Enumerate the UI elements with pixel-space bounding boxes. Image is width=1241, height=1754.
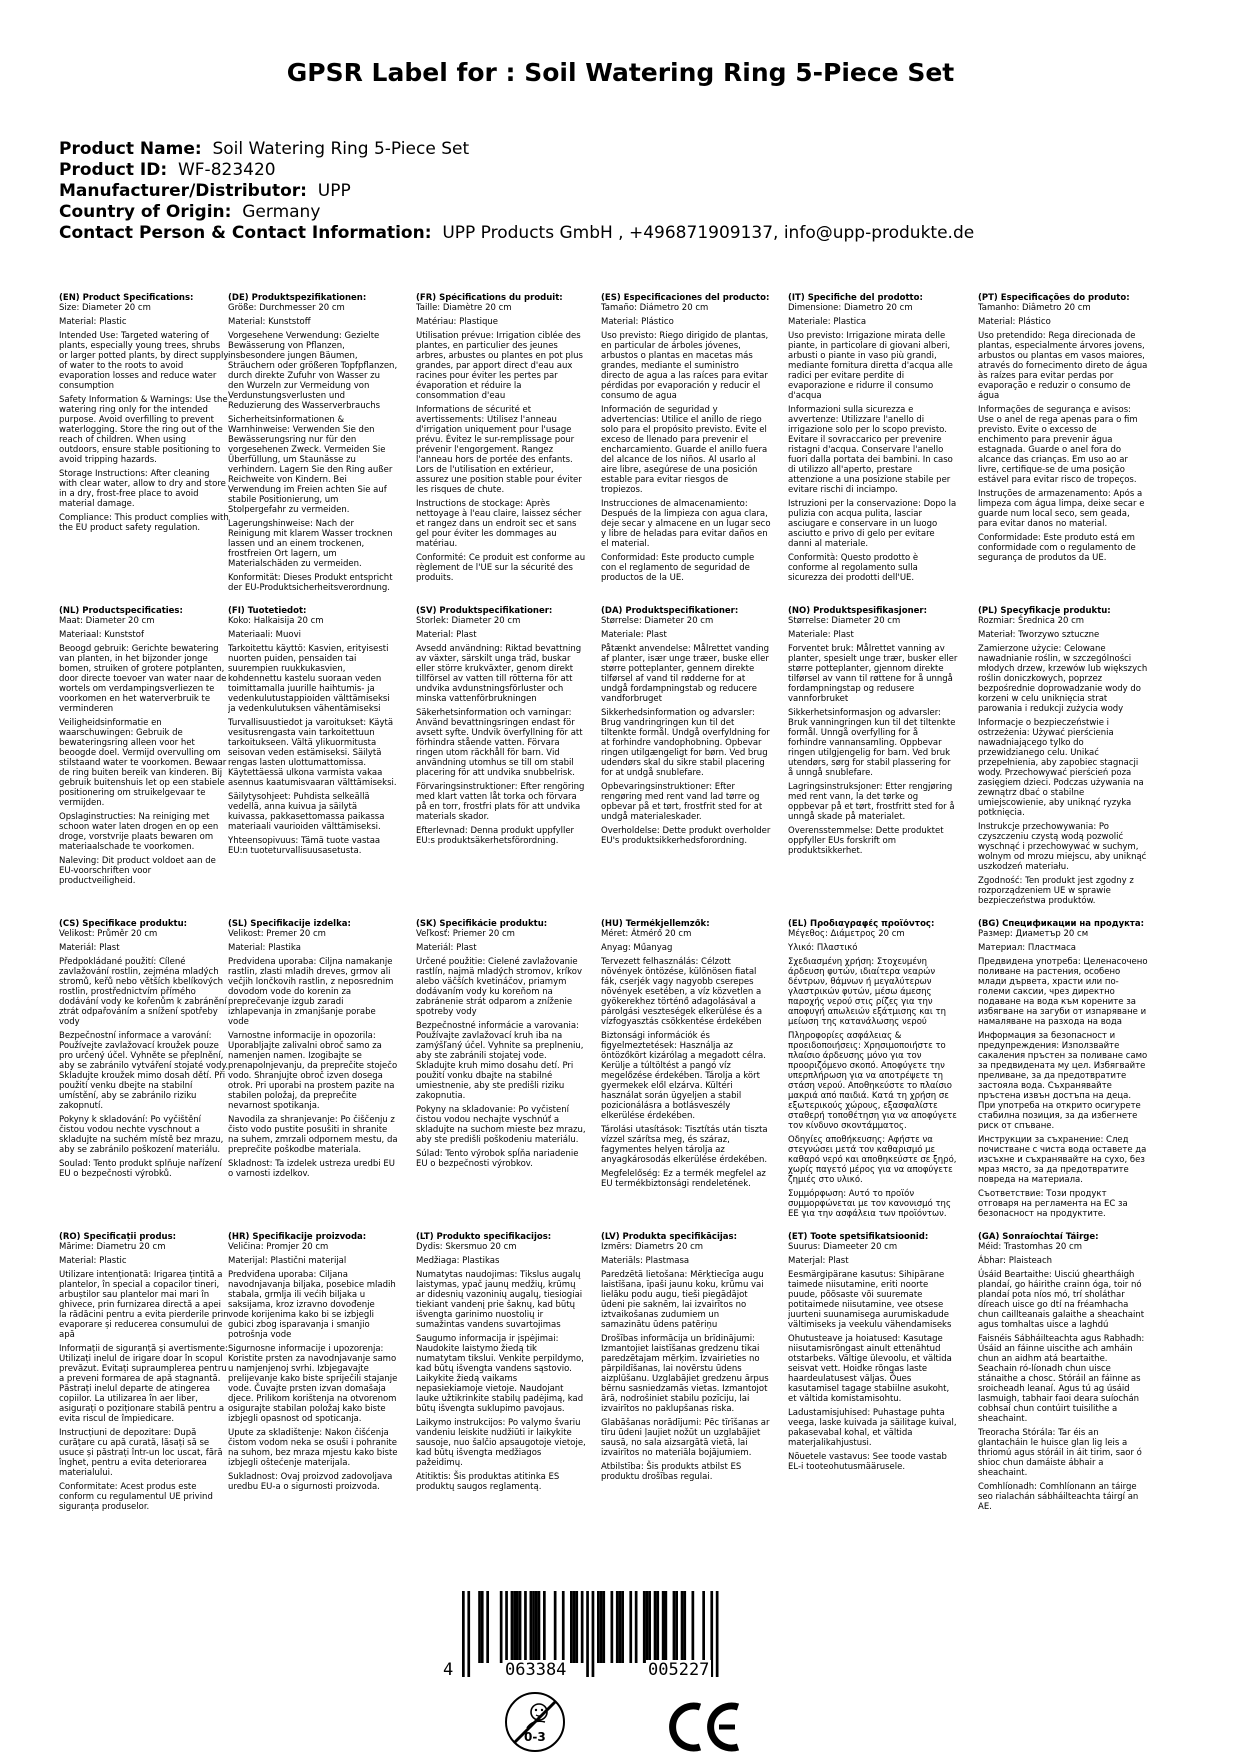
barcode-bar: [692, 1591, 695, 1663]
spec-title: (NL) Productspecificaties:: [59, 606, 183, 616]
spec-block-ga: [978, 1232, 1148, 1516]
spec-intended-use: Tervezett felhasználás: Célzott növények öntözése, különösen fiatal fák, cserjék vagy nagyobb cserepes növények esetében, a víz közvetlen a gyökerekhez történő adagolásával a párolgási veszteségek elkerülése és a vízfogyasztás csökkentése érdekében: [601, 957, 763, 1027]
barcode-bar: [573, 1591, 576, 1663]
spec-material: Anyag: Műanyag: [601, 943, 673, 953]
spec-intended-use: Eesmärgipärane kasutus: Sihipärane taimede niisutamine, eriti noorte puude, põõsaste või suuremate potitaimede niisutamine, vee otsese juurteni suunamisega aurumiskadude vältimiseks ja veekulu vähendamiseks: [788, 1270, 952, 1330]
spec-block-fi: [228, 606, 398, 860]
barcode-left-group: 063384: [505, 1660, 567, 1680]
barcode-bar: [538, 1591, 541, 1663]
barcode-bar: [597, 1591, 600, 1663]
spec-compliance: Conformitate: Acest produs este conform cu regulamentul UE privind siguranța produselor.: [59, 1482, 213, 1512]
country-row: [59, 202, 1209, 223]
barcode-bar: [673, 1591, 676, 1663]
spec-block-bg: [978, 919, 1148, 1223]
spec-size: Tamaño: Diámetro 20 cm: [601, 303, 709, 313]
product-id-row: [59, 160, 1209, 181]
barcode-bar: [481, 1591, 484, 1663]
barcode-bar: [592, 1591, 595, 1677]
spec-storage: Instrukcje przechowywania: Po czyszczeniu czystą wodą pozwolić wyschnąć i przechowywać w suchym, wolnym od mrozu miejscu, aby uniknąć uszkodzeń materiału.: [978, 822, 1147, 872]
spec-block-it: [788, 293, 958, 587]
spec-safety: Saugumo informacija ir įspėjimai: Naudokite laistymo žiedą tik numatytam tikslui. Venkite perpildymo, kad būtų išvengta vandens sąstovio. Laikykite žiedą vaikams nepasiekiamoje vietoje. Naudojant lauke užtikrinkite stabilų padėjimą, kad būtų išvengta suklupimo pavojaus.: [416, 1334, 584, 1414]
spec-block-pl: [978, 606, 1148, 910]
spec-compliance: Съответствие: Този продукт отговаря на регламента на ЕС за безопасност на продуктите.: [978, 1189, 1128, 1219]
country-label: Country of Origin:: [59, 202, 232, 222]
spec-material: Materiál: Plast: [416, 943, 477, 953]
spec-compliance: Konformität: Dieses Produkt entspricht der EU-Produktsicherheitsverordnung.: [228, 573, 393, 593]
spec-storage: Säilytysohjeet: Puhdista selkeällä vedellä, anna kuivua ja säilytä kuivassa, pakkasettomassa paikassa materiaali vaurioiden välttämiseksi.: [228, 792, 385, 832]
barcode-bar: [675, 1591, 678, 1663]
spec-intended-use: Σχεδιασμένη χρήση: Στοχευμένη άρδευση φυτών, ιδιαίτερα νεαρών δέντρων, θάμνων ή μεγαλύτερων γλαστρικών φυτών, μέσω άμεσης παροχής νερού στις ρίζες για την αποφυγή απωλειών εξάτμισης και τη μείωση της κατανάλωσης νερού: [788, 957, 946, 1027]
spec-compliance: Megfelelőség: Ez a termék megfelel az EU termékbiztonsági rendeletének.: [601, 1169, 766, 1189]
ce-mark-icon: [669, 1700, 741, 1754]
spec-block-hu: [601, 919, 771, 1193]
spec-block-nl: [59, 606, 229, 890]
spec-storage: Pokyny na skladovanie: Po vyčistení čistou vodou nechajte vyschnúť a skladujte na suchom mieste bez mrazu, aby ste predišli poškodeniu materiálu.: [416, 1105, 586, 1145]
barcode-bar: [570, 1591, 573, 1663]
spec-storage: Treoracha Stórála: Tar éis an glantacháin le huisce glan lig leis a thriomú agus stóráil in áit tirim, saor ó shioc chun damáiste ábhair a sheachaint.: [978, 1428, 1142, 1478]
spec-safety: Informações de segurança e avisos: Use o anel de rega apenas para o fim previsto. Evite o excesso de enchimento para prevenir água estagnada. Guarde o anel fora do alcance das crianças. Em uso ao ar livre, certifique-se de uma posição estável para evitar risco de tropeços.: [978, 405, 1138, 485]
spec-storage: Lagringsinstruksjoner: Etter rengjøring med rent vann, la det tørke og oppbevar på et tørt, frostfritt sted for å unngå skade på materialet.: [788, 782, 955, 822]
manufacturer-value: UPP: [317, 181, 351, 201]
spec-intended-use: Intended Use: Targeted watering of plants, especially young trees, shrubs or larger potted plants, by direct supply of water to the roots to avoid evaporation losses and reduce water consumption: [59, 331, 229, 391]
spec-title: (DE) Produktspezifikationen:: [228, 293, 367, 303]
spec-material: Material: Plastic: [59, 1256, 127, 1266]
barcode-bar: [665, 1591, 668, 1663]
spec-safety: Sikkerhetsinformasjon og advarsler: Bruk vanningringen kun til det tiltenkte formål. Unngå overfylling for å forhindre vannansamling. Oppbevar ringen utilgjengelig for barn. Ved bruk utendørs, sørg for stabil plassering for å unngå snublefare.: [788, 708, 956, 778]
spec-title: (SK) Špecifikácie produktu:: [416, 919, 548, 929]
barcode-bar: [486, 1591, 489, 1663]
spec-title: (PL) Specyfikacje produktu:: [978, 606, 1111, 616]
barcode-bar: [619, 1591, 622, 1663]
spec-material: Material: Plástico: [601, 317, 674, 327]
spec-block-no: [788, 606, 958, 860]
spec-compliance: Atbilstība: Šis produkts atbilst ES produktu drošības regulai.: [601, 1462, 742, 1482]
spec-size: Størrelse: Diameter 20 cm: [601, 616, 714, 626]
barcode-bar: [530, 1591, 533, 1663]
spec-safety: Ohutusteave ja hoiatused: Kasutage niisutamisrõngast ainult ettenähtud otstarbeks. Vältige ülevoolu, et vältida seisvat vett. Hoidke rõngas laste haardeulatusest väljas. Õues kasutamisel tagage stabiilne asukoht, et vältida komistamisohtu.: [788, 1334, 952, 1404]
spec-intended-use: Zamierzone użycie: Celowane nawadnianie roślin, w szczególności młodych drzew, krzewów lub większych roślin doniczkowych, poprzez bezpośrednie doprowadzanie wody do korzeni w celu uniknięcia strat parowania i redukcji zużycia wody: [978, 644, 1148, 714]
spec-material: Materiale: Plast: [601, 630, 667, 640]
barcode-bar: [602, 1591, 605, 1663]
barcode-bar: [646, 1591, 649, 1663]
barcode-bar: [629, 1591, 632, 1663]
spec-size: Izmērs: Diametrs 20 cm: [601, 1242, 704, 1252]
spec-compliance: Συμμόρφωση: Αυτό το προϊόν συμμορφώνεται με τον κανονισμό της ΕΕ για την ασφάλεια των προϊόντων.: [788, 1189, 951, 1219]
spec-compliance: Sukladnost: Ovaj proizvod zadovoljava uredbu EU-a o sigurnosti proizvoda.: [228, 1472, 393, 1492]
manufacturer-row: [59, 181, 1209, 202]
spec-material: Material: Plástico: [978, 317, 1051, 327]
spec-safety: Veiligheidsinformatie en waarschuwingen: Gebruik de bewateringsring alleen voor het beoogde doel. Vermijd overvulling om stilstaand water te voorkomen. Bewaar de ring buiten bereik van kinderen. Bij gebruik buitenshuis let op een stabiele positionering om struikelgevaar te vermijden.: [59, 718, 227, 808]
spec-storage: Instruções de armazenamento: Após a limpeza com água limpa, deixe secar e guarde num local seco, sem geada, para evitar danos no material.: [978, 489, 1145, 529]
spec-material: Material: Kunststoff: [228, 317, 311, 327]
spec-compliance: Overensstemmelse: Dette produktet oppfyller EUs forskrift om produktsikkerhet.: [788, 826, 944, 856]
spec-material: Materiale: Plast: [788, 630, 854, 640]
spec-material: Medžiaga: Plastikas: [416, 1256, 500, 1266]
barcode-bar: [511, 1591, 514, 1663]
spec-compliance: Comhlíonadh: Comhlíonann an táirge seo rialachán sábháilteachta táirgí an AE.: [978, 1482, 1139, 1512]
spec-material: Materiaal: Kunststof: [59, 630, 144, 640]
spec-block-de: [228, 293, 398, 597]
barcode-bar: [621, 1591, 624, 1663]
spec-title: (EL) Προδιαγραφές προϊόντος:: [788, 919, 935, 929]
contact-value: UPP Products GmbH , +496871909137, info@upp-produkte.de: [442, 223, 975, 243]
spec-intended-use: Určené použitie: Cielené zavlažovanie rastlín, najmä mladých stromov, kríkov alebo väčších kvetináčov, priamym dodávaním vody ku koreňom na zabránenie strát odparom a zníženie spotreby vody: [416, 957, 582, 1017]
spec-title: (FR) Spécifications du produit:: [416, 293, 563, 303]
barcode-bar: [635, 1591, 638, 1663]
spec-safety: Bezpečnostní informace a varování: Používejte zavlažovací kroužek pouze pro určený účel. Vyhněte se přeplnění, aby se zabránilo vytváření stojaté vody. Skladujte kroužek mimo dosah dětí. Při použití venku dbejte na stabilní umístění, aby se zabránilo riziku zakopnutí.: [59, 1031, 229, 1111]
spec-compliance: Conformità: Questo prodotto è conforme al regolamento sulla sicurezza dei prodotti dell'UE.: [788, 553, 919, 583]
barcode-bar: [581, 1591, 584, 1663]
barcode-bar: [562, 1591, 565, 1663]
spec-block-fr: [416, 293, 586, 587]
spec-storage: Pokyny k skladování: Po vyčištění čistou vodou nechte vyschnout a skladujte na suchém místě bez mrazu, aby se zabránilo poškození materiálu.: [59, 1115, 224, 1155]
spec-storage: Instructions de stockage: Après nettoyage à l'eau claire, laissez sécher et rangez dans un endroit sec et sans gel pour éviter les dommages au matériau.: [416, 499, 582, 549]
spec-title: (SV) Produktspecifikationer:: [416, 606, 553, 616]
spec-storage: Ladustamisjuhised: Puhastage puhta veega, laske kuivada ja säilitage kuival, pakasevabal kohal, et vältida materjalikahjustusi.: [788, 1408, 957, 1448]
spec-title: (PT) Especificações do produto:: [978, 293, 1130, 303]
barcode-right-group: 005227: [648, 1660, 710, 1680]
spec-block-es: [601, 293, 771, 587]
spec-title: (ET) Toote spetsifikatsioonid:: [788, 1232, 929, 1242]
product-id-value: WF-823420: [177, 160, 276, 180]
spec-intended-use: Paredzētā lietošana: Mērķtiecīga augu laistīšana, īpaši jaunu koku, krūmu vai lielāku podu augu, tieši piegādājot ūdeni pie saknēm, lai izvairītos no iztvaikošanas zudumiem un samazinātu ūdens patēriņu: [601, 1270, 764, 1330]
spec-safety: Biztonsági információk és figyelmeztetések: Használja az öntözőkört kizárólag a megadott célra. Kerülje a túltöltést a pangó víz megelőzése érdekében. Tárolja a kört gyermekek elől elzárva. Kültéri használat során ügyeljen a stabil pozicionálásra a botlásveszély elkerülése érdekében.: [601, 1031, 766, 1121]
barcode-bar: [467, 1591, 470, 1677]
spec-title: (ES) Especificaciones del producto:: [601, 293, 770, 303]
spec-compliance: Naleving: Dit product voldoet aan de EU-voorschriften voor productveiligheid.: [59, 856, 216, 886]
spec-block-da: [601, 606, 771, 850]
barcode-bar: [656, 1591, 659, 1663]
spec-block-ro: [59, 1232, 229, 1516]
spec-storage: Instrucciones de almacenamiento: Después de la limpieza con agua clara, deje secar y almacene en un lugar seco y libre de heladas para evitar daños en el material.: [601, 499, 771, 549]
spec-size: Size: Diameter 20 cm: [59, 303, 151, 313]
spec-safety: Informations de sécurité et avertissements: Utilisez l'anneau d'irrigation uniquement pour l'usage prévu. Évitez le sur-remplissage pour prévenir l'engorgement. Rangez l'anneau hors de portée des enfants. Lors de l'utilisation en extérieur, assurez une position stable pour éviter les risques de chute.: [416, 405, 582, 495]
spec-title: (BG) Спецификации на продукта:: [978, 919, 1144, 929]
spec-block-sl: [228, 919, 398, 1183]
barcode-bar: [535, 1591, 538, 1663]
spec-size: Koko: Halkaisija 20 cm: [228, 616, 324, 626]
spec-size: Veličina: Promjer 20 cm: [228, 1242, 329, 1252]
spec-title: (NO) Produktspesifikasjoner:: [788, 606, 927, 616]
spec-size: Größe: Durchmesser 20 cm: [228, 303, 345, 313]
barcode-bar: [500, 1591, 503, 1663]
spec-compliance: Conformidade: Este produto está em conformidade com o regulamento de segurança de produtos da UE.: [978, 533, 1136, 563]
spec-compliance: Nõuetele vastavus: See toode vastab EL-i tooteohutusmäärusele.: [788, 1452, 947, 1472]
manufacturer-label: Manufacturer/Distributor:: [59, 181, 307, 201]
barcode-bar: [681, 1591, 684, 1663]
spec-storage: Opbevaringsinstruktioner: Efter rengøring med rent vand lad tørre og opbevar på et tørt, frostfrit sted for at undgå materialeskader.: [601, 782, 763, 822]
spec-title: (FI) Tuotetiedot:: [228, 606, 307, 616]
spec-material: Materiał: Tworzywo sztuczne: [978, 630, 1100, 640]
spec-storage: Istruzioni per la conservazione: Dopo la pulizia con acqua pulita, lasciar asciugare e conservare in un luogo asciutto e privo di gelo per evitare danni al materiale.: [788, 499, 957, 549]
spec-storage: Laikymo instrukcijos: Po valymo švariu vandeniu leiskite nudžiūti ir laikykite sausoje, nuo šalčio apsaugotoje vietoje, kad būtų išvengta medžiagos pažeidimų.: [416, 1418, 586, 1468]
spec-block-hr: [228, 1232, 398, 1496]
spec-compliance: Yhteensopivuus: Tämä tuote vastaa EU:n tuoteturvallisuusasetusta.: [228, 836, 381, 856]
spec-compliance: Compliance: This product complies with the EU product safety regulation.: [59, 513, 229, 533]
barcode-bar: [683, 1591, 686, 1663]
country-value: Germany: [242, 202, 321, 222]
spec-material: Ábhar: Plaisteach: [978, 1256, 1053, 1266]
spec-intended-use: Predvidena uporaba: Ciljna namakanje rastlin, zlasti mladih dreves, grmov ali večjih lončkovih rastlin, z neposrednim dovodom vode do korenin za preprečevanje izgub zaradi izhlapevanja in zmanjšanje porabe vode: [228, 957, 394, 1027]
spec-intended-use: Utilisation prévue: Irrigation ciblée des plantes, en particulier des jeunes arbres, arbustes ou plantes en pot plus grandes, par apport direct d'eau aux racines pour éviter les pertes par évaporation et réduire la consommation d'eau: [416, 331, 583, 401]
spec-size: Størrelse: Diameter 20 cm: [788, 616, 901, 626]
spec-title: (EN) Product Specifications:: [59, 293, 194, 303]
spec-safety: Sikkerhedsinformation og advarsler: Brug vandringringen kun til det tiltenkte formål. Undgå overfyldning for at forhindre vandophobning. Opbevar ringen utilgængeligt for børn. Ved brug udendørs skal du sikre stabil placering for at undgå snublefare.: [601, 708, 770, 778]
spec-storage: Storage Instructions: After cleaning with clear water, allow to dry and store in a dry, frost-free place to avoid material damage.: [59, 469, 226, 509]
spec-title: (SL) Specifikacije izdelka:: [228, 919, 351, 929]
barcode-bar: [462, 1591, 465, 1677]
spec-storage: Tárolási utasítások: Tisztítás után tiszta vízzel szárítsa meg, és száraz, fagymentes helyen tárolja az anyagkárosodás elkerülése érdekében.: [601, 1125, 768, 1165]
spec-block-lv: [601, 1232, 771, 1486]
barcode-bar: [586, 1591, 589, 1677]
spec-compliance: Conformité: Ce produit est conforme au règlement de l'UE sur la sécurité des produits.: [416, 553, 586, 583]
spec-intended-use: Tarkoitettu käyttö: Kasvien, erityisesti nuorten puiden, pensaiden tai suurempien ruukkukasvien, kohdennettu kastelu suoraan veden toimittamalla juurille haihtumis- ja vedenkulutustappioiden välttämiseksi ja vedenkulutuksen vähentämiseksi: [228, 644, 390, 714]
spec-material: Materiāls: Plastmasa: [601, 1256, 690, 1266]
product-info: [59, 139, 1209, 244]
spec-material: Materjal: Plast: [788, 1256, 849, 1266]
spec-title: (DA) Produktspecifikationer:: [601, 606, 739, 616]
spec-size: Veľkosť: Priemer 20 cm: [416, 929, 515, 939]
spec-size: Taille: Diamètre 20 cm: [416, 303, 512, 313]
age-0-3-warning-icon: [503, 1690, 567, 1754]
page-title: GPSR Label for : Soil Watering Ring 5-Piece Set: [286, 58, 955, 87]
spec-storage: Förvaringsinstruktioner: Efter rengöring med klart vatten låt torka och förvara på en torr, frostfri plats för att undvika materials skador.: [416, 782, 585, 822]
spec-material: Material: Plastika: [228, 943, 301, 953]
product-id-label: Product ID:: [59, 160, 168, 180]
spec-safety: Faisnéis Sábháilteachta agus Rabhadh: Úsáid an fáinne uiscithe ach amháin chun an aidhm atá beartaithe. Seachain ró-líonadh chun uisce stánaithe a chosc. Stóráil an fáinne as sroicheadh leanaí. Agus tú ag úsáid lasmuigh, tabhair faoi deara suíochán cobhsaí chun contúirt tuisilithe a sheachaint.: [978, 1334, 1145, 1424]
spec-intended-use: Предвидена употреба: Целенасочено поливане на растения, особено млади дървета, храсти или по-големи саксии, чрез директно подаване на вода към корените за избягване на загуби от изпаряване и намаляване на разхода на вода: [978, 957, 1148, 1027]
barcode-bar: [519, 1591, 522, 1663]
spec-storage: Инструкции за съхранение: След почистване с чиста вода оставете да изсъхне и съхранявайте на сухо, без мраз място, за да предотвратите повреда на материала.: [978, 1135, 1147, 1185]
spec-size: Storlek: Diameter 20 cm: [416, 616, 521, 626]
spec-intended-use: Forventet bruk: Målrettet vanning av planter, spesielt unge trær, busker eller større potteplanter, gjennom direkte tilførsel av vann til røttene for å unngå fordampningstap og redusere vannforbruket: [788, 644, 958, 704]
spec-material: Материал: Пластмаса: [978, 943, 1077, 953]
barcode-bar: [600, 1591, 603, 1663]
spec-material: Materiaali: Muovi: [228, 630, 301, 640]
spec-storage: Lagerungshinweise: Nach der Reinigung mit klarem Wasser trocknen lassen und an einem trockenen, frostfreien Ort lagern, um Materialschäden zu vermeiden.: [228, 519, 393, 569]
spec-size: Maat: Diameter 20 cm: [59, 616, 155, 626]
spec-intended-use: Předpokládané použití: Cílené zavlažování rostlin, zejména mladých stromů, keřů nebo větších kbelíkových rostlin, prostřednictvím přímého dodávání vody ke kořenům k zabránění ztrát odpařováním a snížení spotřeby vody: [59, 957, 227, 1027]
spec-size: Velikost: Průměr 20 cm: [59, 929, 158, 939]
spec-block-el: [788, 919, 958, 1223]
spec-safety: Safety Information & Warnings: Use the watering ring only for the intended purpose. Avoid overfilling to prevent waterlogging. Store the ring out of the reach of children. When using outdoors, ensure stable positioning to avoid tripping hazards.: [59, 395, 228, 465]
spec-compliance: Soulad: Tento produkt splňuje nařízení EU o bezpečnosti výrobků.: [59, 1159, 222, 1179]
spec-size: Размер: Диаметър 20 см: [978, 929, 1089, 939]
spec-block-pt: [978, 293, 1148, 567]
spec-block-cs: [59, 919, 229, 1183]
spec-intended-use: Uso previsto: Riego dirigido de plantas, en particular de árboles jóvenes, arbustos o plantas en macetas más grandes, mediante el suministro directo de agua a las raíces para evitar pérdidas por evaporación y reducir el consumo de agua: [601, 331, 769, 401]
spec-intended-use: Påtænkt anvendelse: Målrettet vanding af planter, især unge træer, buske eller større potteplanter, gennem direkte tilførsel af vand til rødderne for at undgå fordampningstab og reducere vandforbruget: [601, 644, 769, 704]
barcode-bar: [554, 1591, 557, 1663]
spec-intended-use: Utilizare intenționată: Irigarea țintită a plantelor, în special a copacilor tineri, arbuștilor sau plantelor mai mari în ghivece, prin furnizarea directă a apei la rădăcini pentru a evita pierderile prin evaporare și reducerea consumului de apă: [59, 1270, 229, 1340]
barcode-bar: [702, 1591, 705, 1663]
barcode-bar: [532, 1591, 535, 1663]
spec-block-sv: [416, 606, 586, 850]
spec-block-en: [59, 293, 229, 537]
spec-size: Suurus: Diameeter 20 cm: [788, 1242, 898, 1252]
spec-intended-use: Predviđena uporaba: Ciljana navodnjavanja biljaka, posebice mladih stabala, grmlja ili većih biljaka u saksijama, kroz izravno dovođenje vode korijenima kako bi se izbjegli gubici zbog isparavanja i smanjio potrošnja vode: [228, 1270, 396, 1340]
barcode-bar: [516, 1591, 519, 1663]
spec-block-lt: [416, 1232, 586, 1496]
spec-material: Matériau: Plastique: [416, 317, 498, 327]
spec-safety: Información de seguridad y advertencias: Utilice el anillo de riego solo para el propósito previsto. Evite el exceso de llenado para prevenir el encharcamiento. Guarde el anillo fuera del alcance de los niños. Al usarlo al aire libre, asegúrese de una posición estable para evitar riesgos de tropiezos.: [601, 405, 768, 495]
spec-intended-use: Beoogd gebruik: Gerichte bewatering van planten, in het bijzonder jonge bomen, struiken of grotere potplanten, door directe toevoer van water naar de wortels om verdampingsverliezen te voorkomen en het waterverbruik te verminderen: [59, 644, 227, 714]
spec-size: Méret: Átmérő 20 cm: [601, 929, 692, 939]
spec-safety: Πληροφορίες ασφάλειας & προειδοποιήσεις: Χρησιμοποιήστε το πλαίσιο άρδευσης μόνο για τον προοριζόμενο σκοπό. Αποφύγετε την υπερπλήρωση για να αποτρέψετε τη στάση νερού. Αποθηκεύστε το πλαίσιο μακριά από παιδιά. Κατά τη χρήση σε εξωτερικούς χώρους, εξασφαλίστε σταθερή τοποθέτηση για να αποφύγετε τον κίνδυνο σκοντάμματος.: [788, 1031, 957, 1131]
spec-size: Μέγεθος: Διάμετρος 20 cm: [788, 929, 905, 939]
spec-safety: Varnostne informacije in opozorila: Uporabljajte zalivalni obroč samo za namenjen namen. Izogibajte se prenapolnjevanju, da preprečite stoječo vodo. Shranjujte obroč izven dosega otrok. Pri uporabi na prostem pazite na stabilen položaj, da preprečite nevarnost spotikanja.: [228, 1031, 398, 1111]
spec-safety: Informații de siguranță și avertismente: Utilizați inelul de irigare doar în scopul prevăzut. Evitați supraumplerea pentru a preveni formarea de apă stagnantă. Păstrați inelul departe de atingerea copiilor. La utilizarea în aer liber, asigurați o poziționare stabilă pentru a evita riscul de împiedicare.: [59, 1344, 228, 1424]
spec-size: Mărime: Diametru 20 cm: [59, 1242, 166, 1252]
spec-compliance: Atitiktis: Šis produktas atitinka ES produktų saugos reglamentą.: [416, 1472, 560, 1492]
product-name-value: Soil Watering Ring 5-Piece Set: [212, 139, 470, 159]
spec-intended-use: Avsedd användning: Riktad bevattning av växter, särskilt unga träd, buskar eller större krukväxter, genom direkt tillförsel av vatten till rötterna för att undvika avdunstningsförluster och minska vattenförbrukningen: [416, 644, 582, 704]
spec-title: (GA) Sonraíochtaí Táirge:: [978, 1232, 1099, 1242]
spec-storage: Glabāšanas norādījumi: Pēc tīrīšanas ar tīru ūdeni ļaujiet nožūt un uzglabājiet sausā, no sala aizsargātā vietā, lai izvairītos no materiāla bojājumiem.: [601, 1418, 770, 1458]
barcode-bar: [575, 1591, 578, 1663]
svg-text:0-3: 0-3: [524, 1730, 546, 1744]
spec-block-sk: [416, 919, 586, 1173]
spec-size: Rozmiar: Średnica 20 cm: [978, 616, 1085, 626]
product-name-row: [59, 139, 1209, 160]
product-name-label: Product Name:: [59, 139, 202, 159]
barcode-bar: [662, 1591, 665, 1663]
spec-title: (IT) Specifiche del prodotto:: [788, 293, 923, 303]
spec-material: Materiale: Plastica: [788, 317, 867, 327]
spec-storage: Upute za skladištenje: Nakon čišćenja čistom vodom neka se osuši i pohranite na suhom, bez mraza mjestu kako biste izbjegli oštećenje materijala.: [228, 1428, 398, 1468]
spec-title: (LV) Produkta specifikācijas:: [601, 1232, 737, 1242]
spec-size: Tamanho: Diâmetro 20 cm: [978, 303, 1091, 313]
barcode-bar: [524, 1591, 527, 1663]
spec-size: Velikost: Premer 20 cm: [228, 929, 326, 939]
barcode-bar: [643, 1591, 646, 1663]
spec-intended-use: Vorgesehene Verwendung: Gezielte Bewässerung von Pflanzen, insbesondere jungen Bäumen, Sträuchern oder größeren Topfpflanzen, durch direkte Zufuhr von Wasser zu den Wurzeln zur Vermeidung von Verdunstungsverlusten und Reduzierung des Wasserverbrauchs: [228, 331, 398, 411]
spec-compliance: Súlad: Tento výrobok spĺňa nariadenie EU o bezpečnosti výrobkov.: [416, 1149, 579, 1169]
spec-intended-use: Uso previsto: Irrigazione mirata delle piante, in particolare di giovani alberi, arbusti o piante in vaso più grandi, mediante fornitura diretta d'acqua alle radici per evitare perdite di evaporazione e ridurre il consumo d'acqua: [788, 331, 953, 401]
barcode-bar: [478, 1591, 481, 1663]
spec-intended-use: Numatytas naudojimas: Tikslus augalų laistymas, ypač jaunų medžių, krūmų ar didesnių vazoninių augalų, tiesiogiai tiekiant vandenį prie šaknų, kad būtų išvengta garinimo nuostolių ir sumažintas vandens suvartojimas: [416, 1270, 583, 1330]
spec-material: Material: Plastic: [59, 317, 127, 327]
barcode-bar: [654, 1591, 657, 1663]
spec-safety: Informazioni sulla sicurezza e avvertenze: Utilizzare l'anello di irrigazione solo per lo scopo previsto. Evitare il sovraccarico per prevenire ristagni d'acqua. Conservare l'anello fuori dalla portata dei bambini. In caso di utilizzo all'aperto, prestare attenzione a una posizione stabile per evitare rischi di inciampo.: [788, 405, 953, 495]
spec-title: (HR) Specifikacije proizvoda:: [228, 1232, 367, 1242]
barcode-first-digit: 4: [443, 1660, 454, 1680]
spec-size: Méid: Trastomhas 20 cm: [978, 1242, 1082, 1252]
barcode-bar: [616, 1591, 619, 1663]
spec-safety: Sigurnosne informacije i upozorenja: Koristite prsten za navodnjavanje samo u namjenjenoj svrhi. Izbjegavajte prelijevanje kako biste spriječili stajanje vode. Čuvajte prsten izvan domašaja djece. Prilikom korištenja na otvorenom osigurajte stabilan položaj kako biste izbjegli opasnost od spoticanja.: [228, 1344, 398, 1424]
spec-material: Material: Plast: [416, 630, 477, 640]
spec-compliance: Conformidad: Este producto cumple con el reglamento de seguridad de productos de la UE.: [601, 553, 755, 583]
spec-title: (HU) Termékjellemzők:: [601, 919, 710, 929]
spec-title: (CS) Specifikace produktu:: [59, 919, 188, 929]
spec-size: Dimensione: Diametro 20 cm: [788, 303, 913, 313]
spec-compliance: Efterlevnad: Denna produkt uppfyller EU:s produktsäkerhetsförordning.: [416, 826, 575, 846]
contact-label: Contact Person & Contact Information:: [59, 223, 432, 243]
barcode-bar: [505, 1591, 508, 1663]
barcode-bar: [543, 1591, 546, 1663]
barcode-bar: [611, 1591, 614, 1663]
spec-storage: Navodila za shranjevanje: Po čiščenju z čisto vodo pustite posušiti in shranite na suhem, zmrzali odpornem mestu, da preprečite poškodbe materiala.: [228, 1115, 398, 1155]
spec-material: Materiál: Plast: [59, 943, 120, 953]
spec-size: Dydis: Skersmuo 20 cm: [416, 1242, 517, 1252]
spec-safety: Bezpečnostné informácie a varovania: Používajte zavlažovací kruh iba na zamýšľaný účel. Vyhnite sa preplneniu, aby ste zabránili stojatej vode. Skladujte kruh mimo dosahu detí. Pri použití vonku dbajte na stabilné umiestnenie, aby ste predišli riziku zakopnutia.: [416, 1021, 584, 1101]
spec-block-et: [788, 1232, 958, 1476]
spec-material: Υλικό: Πλαστικό: [788, 943, 858, 953]
barcode-bar: [648, 1591, 651, 1663]
spec-intended-use: Uso pretendido: Rega direcionada de plantas, especialmente árvores jovens, arbustos ou plantas em vasos maiores, através do fornecimento direto de água às raízes para evitar perdas por evaporação e reduzir o consumo de água: [978, 331, 1148, 401]
contact-row: [59, 223, 1209, 244]
spec-safety: Turvallisuustiedot ja varoitukset: Käytä vesitusrengasta vain tarkoitettuun tarkoitukseen. Vältä ylikuormitusta seisovan veden estämiseksi. Säilytä rengas lasten ulottumattomissa. Käytettäessä ulkona varmista vakaa asennus kaatumisvaaran välttämiseksi.: [228, 718, 397, 788]
spec-title: (RO) Specificații produs:: [59, 1232, 177, 1242]
spec-storage: Οδηγίες αποθήκευσης: Αφήστε να στεγνώσει μετά τον καθαρισμό με καθαρό νερό και αποθηκεύστε σε ξηρό, χωρίς παγετό μέρος για να αποφύγετε ζημιές στο υλικό.: [788, 1135, 957, 1185]
barcode-bar: [513, 1591, 516, 1663]
barcode-bar: [716, 1591, 719, 1677]
spec-safety: Informacje o bezpieczeństwie i ostrzeżenia: Używać pierścienia nawadniającego tylko do przewidzianego celu. Unikać przepełnienia, aby zapobiec stagnacji wody. Przechowywać pierścień poza zasięgiem dzieci. Podczas używania na zewnątrz dbać o stabilne umiejscowienie, aby uniknąć ryzyka potknięcia.: [978, 718, 1144, 818]
spec-safety: Sicherheitsinformationen & Warnhinweise: Verwenden Sie den Bewässerungsring nur für den vorgesehenen Zweck. Vermeiden Sie Überfüllung, um Staunässe zu verhindern. Lagern Sie den Ring außer Reichweite von Kindern. Bei Verwendung im Freien achten Sie auf stabile Positionierung, um Stolpergefahr zu vermeiden.: [228, 415, 393, 515]
spec-title: (LT) Produkto specifikacijos:: [416, 1232, 552, 1242]
spec-safety: Drošības informācija un brīdinājumi: Izmantojiet laistīšanas gredzenu tikai paredzētajam mērķim. Izvairieties no pārpildīšanas, lai novērstu ūdens aizplūšanu. Uzglabājiet gredzenu ārpus bērnu sasniedzamās vietas. Izmantojot ārā, nodrošiniet stabilu pozīciju, lai izvairītos no paklupšanas riska.: [601, 1334, 769, 1414]
spec-compliance: Zgodność: Ten produkt jest zgodny z rozporządzeniem UE w sprawie bezpieczeństwa produktów.: [978, 876, 1134, 906]
spec-intended-use: Úsáid Beartaithe: Uisciú gheartháigh plandaí, go háirithe crainn óga, toir nó plandaí pota níos mó, trí sholáthar díreach uisce go dtí na fréamhacha chun caillteanais galaithe a sheachaint agus tomhaltas uisce a laghdú: [978, 1270, 1145, 1330]
spec-compliance: Overholdelse: Dette produkt overholder EU's produktsikkerhedsforordning.: [601, 826, 771, 846]
spec-compliance: Skladnost: Ta izdelek ustreza uredbi EU o varnosti izdelkov.: [228, 1159, 395, 1179]
spec-safety: Информация за безопасност и предупреждения: Използвайте сакаления пръстен за поливане само за предвидената му цел. Избягвайте преливане, за да предотвратите застояла вода. Съхранявайте пръстена извън достъпа на деца. При употреба на открито осигурете стабилна позиция, за да избегнете риск от спъване.: [978, 1031, 1148, 1131]
spec-material: Materijal: Plastični materijal: [228, 1256, 347, 1266]
spec-storage: Instrucțiuni de depozitare: După curățare cu apă curată, lăsați să se usuce și păstrați într-un loc uscat, fără înghet, pentru a evita deteriorarea materialului.: [59, 1428, 223, 1478]
spec-safety: Säkerhetsinformation och varningar: Använd bevattningsringen endast för avsett syfte. Undvik överfyllning för att förhindra stående vatten. Förvara ringen utom räckhåll för barn. Vid användning utomhus se till om stabil placering för att undvika snubbelrisk.: [416, 708, 583, 778]
spec-storage: Opslaginstructies: Na reiniging met schoon water laten drogen en op een droge, vorstvrije plaats bewaren om materiaalschade te voorkomen.: [59, 812, 219, 852]
